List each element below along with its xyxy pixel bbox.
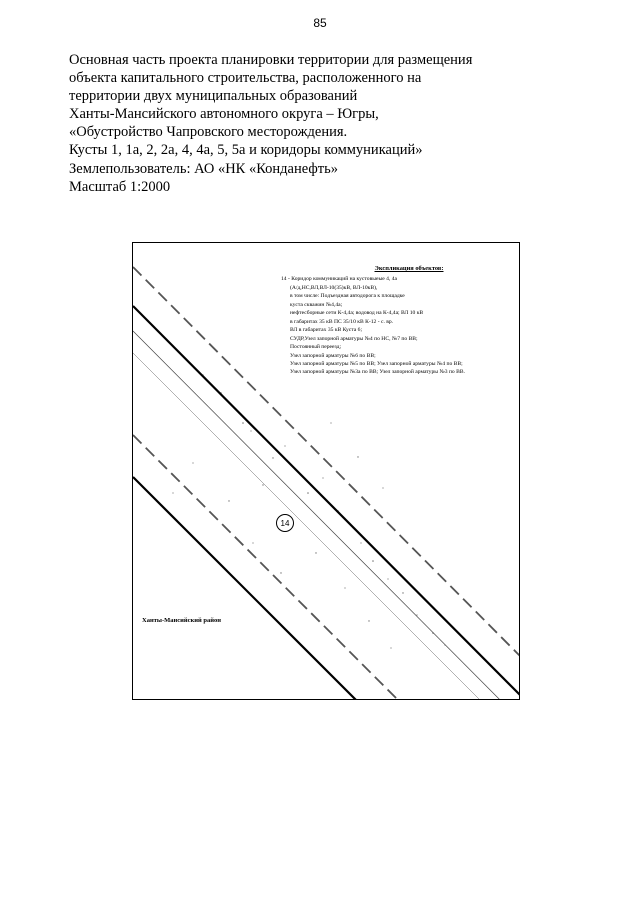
- header-line: территории двух муниципальных образований: [69, 88, 358, 105]
- legend-line: СУДР,Узел запорной арматуры №4 по НС, №7 по ВВ;: [290, 335, 418, 342]
- legend-line: в том числе: Подъездная автодорога к площадке: [290, 293, 405, 300]
- plan-map: [132, 242, 520, 700]
- legend-line: нефтесборные сети К-4,4а; водовод на К-4,4а; ВЛ 10 кВ: [290, 310, 424, 317]
- corridor-boundary-dashed: [133, 435, 399, 700]
- legend-line: Постоянный переезд;: [290, 344, 342, 351]
- legend-line: ВЛ в габаритах 35 кВ Куста 6;: [290, 327, 363, 334]
- header-line: Масштаб 1:2000: [69, 178, 171, 195]
- legend-line: куста скважин №4,4а;: [290, 301, 343, 308]
- header-line: Ханты-Мансийского автономного округа – Югры,: [69, 106, 379, 123]
- object-marker: 14: [276, 514, 294, 532]
- corridor-line-bold: [133, 477, 357, 700]
- district-label: Ханты-Мансийский район: [142, 617, 221, 624]
- corridor-line-thin: [133, 331, 520, 700]
- header-line: Основная часть проекта планировки территории для размещения: [69, 52, 473, 68]
- page-number: 85: [313, 16, 327, 30]
- legend: [281, 265, 517, 377]
- legend-line: (А/д,НС,ВЛ,ВЛ-10(35)кВ, ВЛ-10кВ),: [290, 284, 378, 291]
- document-header: [69, 51, 489, 196]
- corridor-line-thin: [133, 353, 481, 700]
- legend-line: Узел запорной арматуры №6 по ВВ;: [290, 352, 376, 359]
- header-line: Кусты 1, 1а, 2, 2а, 4, 4а, 5, 5а и коридоры коммуникаций»: [69, 142, 423, 159]
- header-line: «Обустройство Чапровского месторождения.: [69, 124, 348, 141]
- legend-line: Узел запорной арматуры №3а по ВВ; Узел запорной арматуры №3 по ВВ.: [290, 369, 465, 376]
- header-line: Землепользователь: АО «НК «Конданефть»: [69, 160, 338, 177]
- legend-title: Экспликация объектов:: [374, 265, 444, 272]
- header-line: объекта капитального строительства, расположенного на: [69, 70, 422, 87]
- legend-line: в габаритах 35 кВ ПС 35/10 кВ К-12 - с. вр.: [290, 318, 394, 325]
- legend-line: 14 - Коридор коммуникаций на кустовыеые 4, 4а: [281, 276, 397, 283]
- legend-line: Узел запорной арматуры №5 по ВВ; Узел запорной арматуры №4 по ВВ;: [290, 360, 463, 367]
- scatter-points: [172, 374, 445, 648]
